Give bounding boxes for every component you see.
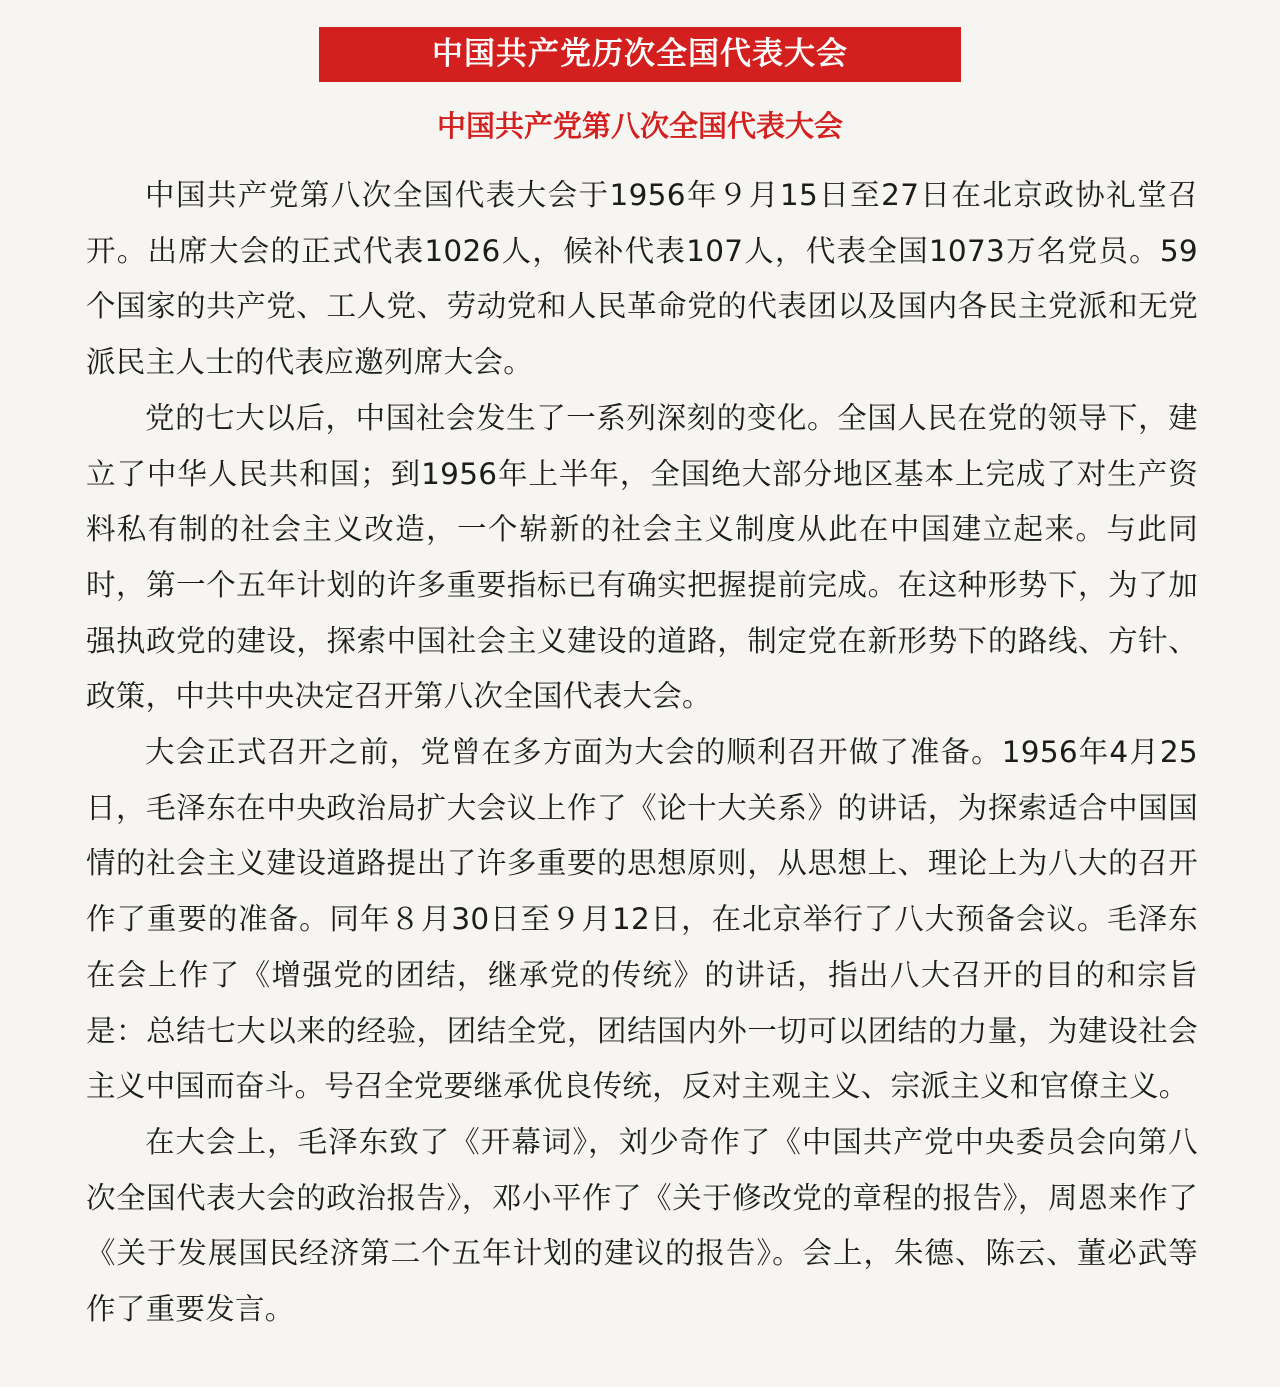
paragraph-4: 在大会上，毛泽东致了《开幕词》，刘少奇作了《中国共产党中央委员会向第八次全国代表大会的政治报告》，邓小平作了《关于修改党的章程的报告》，周恩来作了《关于发展国民经济第二个五年计划的建议的报告》。会上，朱德、陈云、董必武等作了重要发言。 [86, 1124, 1198, 1327]
banner-title: 中国共产党历次全国代表大会 [432, 36, 848, 72]
banner [319, 27, 961, 82]
article-body [86, 168, 1198, 1338]
section-title: 中国共产党第八次全国代表大会 [436, 109, 843, 143]
paragraph-3: 大会正式召开之前，党曾在多方面为大会的顺利召开做了准备。1956年4月25日，毛泽东在中央政治局扩大会议上作了《论十大关系》的讲话，为探索适合中国国情的社会主义建设道路提出了许多重要的思想原则，从思想上、理论上为八大的召开作了重要的准备。同年８月30日至９月12日，在北京举行了八大预备会议。毛泽东在会上作了《增强党的团结，继承党的传统》的讲话，指出八大召开的目的和宗旨是：总结七大以来的经验，团结全党，团结国内外一切可以团结的力量，为建设社会主义中国而奋斗。号召全党要继承优良传统，反对主观主义、宗派主义和官僚主义。 [86, 735, 1198, 1104]
paragraph-2: 党的七大以后，中国社会发生了一系列深刻的变化。全国人民在党的领导下，建立了中华人民共和国；到1956年上半年，全国绝大部分地区基本上完成了对生产资料私有制的社会主义改造，一个崭新的社会主义制度从此在中国建立起来。与此同时，第一个五年计划的许多重要指标已有确实把握提前完成。在这种形势下，为了加强执政党的建设，探索中国社会主义建设的道路，制定党在新形势下的路线、方针、政策，中共中央决定召开第八次全国代表大会。 [86, 400, 1198, 714]
paragraph-1: 中国共产党第八次全国代表大会于1956年９月15日至27日在北京政协礼堂召开。出席大会的正式代表1026人，候补代表107人，代表全国1073万名党员。59个国家的共产党、工人党、劳动党和人民革命党的代表团以及国内各民主党派和无党派民主人士的代表应邀列席大会。 [86, 178, 1198, 380]
